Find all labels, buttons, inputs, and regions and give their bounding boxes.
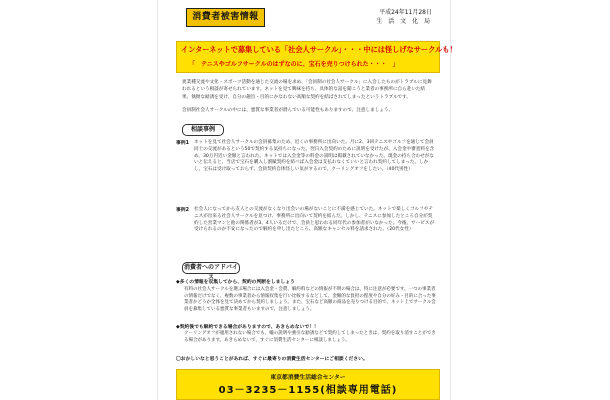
headline-box [176,41,457,73]
case-2-text: 社会人になってから友人との交流がなくなり出会いの場がないことに不満を感じていた。ネットで楽しくゴルフやテニスが出来る社会人サークルを見つけ、事務所に出向いて契約を結んだ。しかし、テニスに参加したところ自分が契約した営業マンと他の関係者が3、4人いるだけで、会員と思われる同年代の参加者がいなかった。今後、サービスが受けられるのか不安になったので解約を申し出たところ、高額なキャンセル料を請求された。（20代女性） [194,207,435,233]
issue-date: 平成24年11月28日 [379,9,432,16]
contact-box [176,369,440,400]
advice-3-note: 〇おかしいなと思うことがあれば、すぐに最寄りの消費生活センターにご相談ください。 [176,357,368,362]
document-badge: 消費者被害情報 [186,8,265,27]
advice-2-title: ◆契約後でも解約できる場合がありますので、あきらめないで！！ [176,325,319,330]
advice-1-text: 有料の社会人サークルを選ぶ場合には入会金・会費、解約料などの情報が不明の場合は、特に注意が必要です。一つの事業者の情報だけでなく、複数の事業者から情報収集を行い比較するなどして、金額的な負担の程度や自分の好み・目的に合った事業者かどうか全体を見て決めてから契約しましょう。また、宝石など高額の商品を売りつける目的で、ネット上でサークル会員を募集している悪質な事業者もいますので、注意しましょう。 [184,287,436,312]
intro-paragraph-2: 会員制社会人サークルの中には、悪質な事業者が潜んでいる可能性もありますので、注意しましょう。 [182,108,394,113]
advice-1-title: ◆多くの情報を収集してから、契約の判断をしましょう [176,280,295,285]
section-label-cases: 相談事例 [182,124,224,136]
intro-paragraph-1: 異業種交流や文化・スポーツ活動を通じた交流の場を求め、「会員制の社会人サークル」に入会したものがトラブルに見舞われるという相談が寄せられています。ネットを見て興味を持ち、具体的な話を聞こうと業者の事務所に自ら赴いた結果、執拗な勧誘を受け、自分の趣旨・目的にかなわない高額な契約を結ばされてしまったというトラブルです。 [182,80,432,100]
case-2-label: 事例2 [176,208,189,213]
case-1-label: 事例1 [176,141,189,146]
center-phone: 03－3235－1155(相談専用電話) [218,385,398,396]
advice-2-text: クーリングオフが適用されない場合でも、嘘の説明や強引な勧誘などで契約してしまったときは、契約を取り消すことができる場合があります。あきらめないで、すぐに消費生活センターに相談しましょう。 [184,331,436,343]
section-label-advice: 消費者へのアドバイス [182,262,240,274]
document-page [158,0,457,400]
center-name: 東京都消費生活総合センター [270,375,346,381]
issuing-bureau: 生 活 文 化 局 [376,18,432,25]
headline-title: インターネットで募集している「社会人サークル」・・・中には怪しげなサークルも！ [181,45,457,54]
headline-subtitle: 「 テニスやゴルフサークルのはずなのに、宝石を売りつけられた・・・ 」 [189,61,399,68]
case-1-text: ネットを見て社会人サークルの会員募集のため、近くの事務所に出向いた。月に2、3回テニスやゴルフを通じて会員同士の交流があるという50で契約する気持ちになった。翌日入会契約のために説明を受けたが、入会金や審査料を含め、30万円近い金額と言われた。ネットでは入会金等の料金の説明は掲載されていなかった。現金の持ち合わせがないと伝えると、当店で宝石を購入し割賦契約を結べば入会金は支払わなくていいと言われ契約してしまった。しかし、宝石は受け取っておらず、会員契約自体怪しい気がするので、クーリングオフをしたい。（40代男性） [194,140,435,173]
